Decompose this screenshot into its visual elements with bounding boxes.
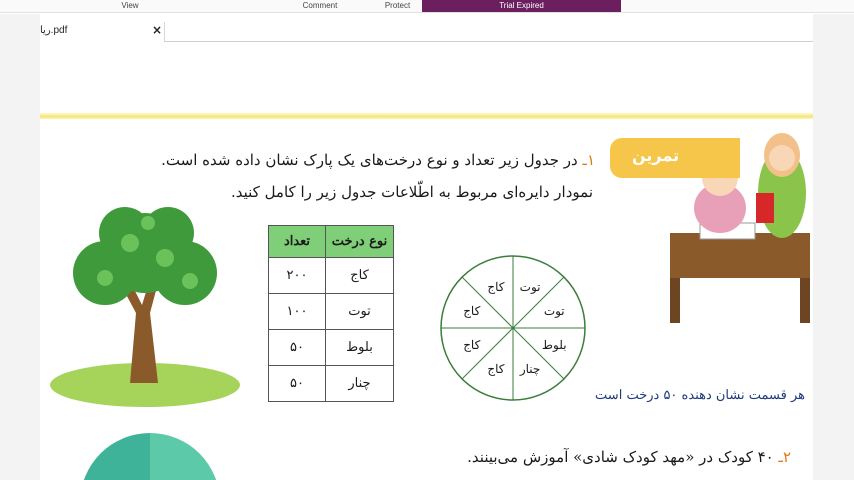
exercise-badge-label: تمرین [632,146,680,165]
table-row [269,366,394,402]
tab-strip [40,14,813,42]
pdf-page [40,43,813,480]
exercise-badge [610,138,740,178]
question-1-number: ۱ـ [582,151,595,169]
question-2-number: ۲ـ [778,448,791,466]
pie-slice-label: توت [519,279,541,294]
tree-count-table [268,225,394,402]
table-cell-type: کاج [326,258,394,294]
table-header-count: تعداد [269,226,326,258]
question-1-line-1 [161,151,595,169]
pie-chart-note: هر قسمت نشان دهنده ۵۰ درخت است [595,388,805,403]
table-header-type: نوع درخت [326,226,394,258]
menu-bar [0,0,854,13]
table-cell-count: ۵۰ [269,366,326,402]
trial-expired-banner[interactable]: Trial Expired [422,0,621,12]
pie-slice-label: کاج [463,303,481,318]
table-row [269,294,394,330]
second-pie-chart [80,433,220,480]
menu-view[interactable]: View [121,1,139,10]
pie-slice-label: چنار [519,362,541,377]
left-gutter [0,14,40,480]
table-cell-type: توت [326,294,394,330]
menu-comment[interactable]: Comment [302,1,338,10]
pie-slice-label: کاج [463,338,481,353]
question-1-line-2: نمودار دایره‌ای مربوط به اطّلاعات جدول زیر را کامل کنید. [230,183,593,201]
pie-chart [438,253,588,403]
question-1-text: در جدول زیر تعداد و نوع درخت‌های یک پارک نشان داده شده است. [161,151,578,169]
menu-protect[interactable]: Protect [384,1,411,10]
tree-illustration [50,203,240,413]
table-row [269,258,394,294]
header-band [40,113,813,119]
table-cell-count: ۲۰۰ [269,258,326,294]
table-cell-type: بلوط [326,330,394,366]
pie-slice-label: بلوط [541,338,567,353]
table-row [269,330,394,366]
question-2-text: ۴۰ کودک در «مهد کودک شادی» آموزش می‌بینند. [467,448,774,466]
pie-slice-label: توت [543,303,565,318]
table-cell-type: چنار [326,366,394,402]
pie-slice-label: کاج [487,362,505,377]
close-icon[interactable]: × [152,23,163,37]
document-tab-label: ریا.pdf [40,25,68,36]
question-2 [467,448,791,466]
table-cell-count: ۱۰۰ [269,294,326,330]
pie-slice-label: کاج [487,279,505,294]
table-cell-count: ۵۰ [269,330,326,366]
right-gutter [813,14,854,480]
document-tab[interactable] [40,22,165,42]
